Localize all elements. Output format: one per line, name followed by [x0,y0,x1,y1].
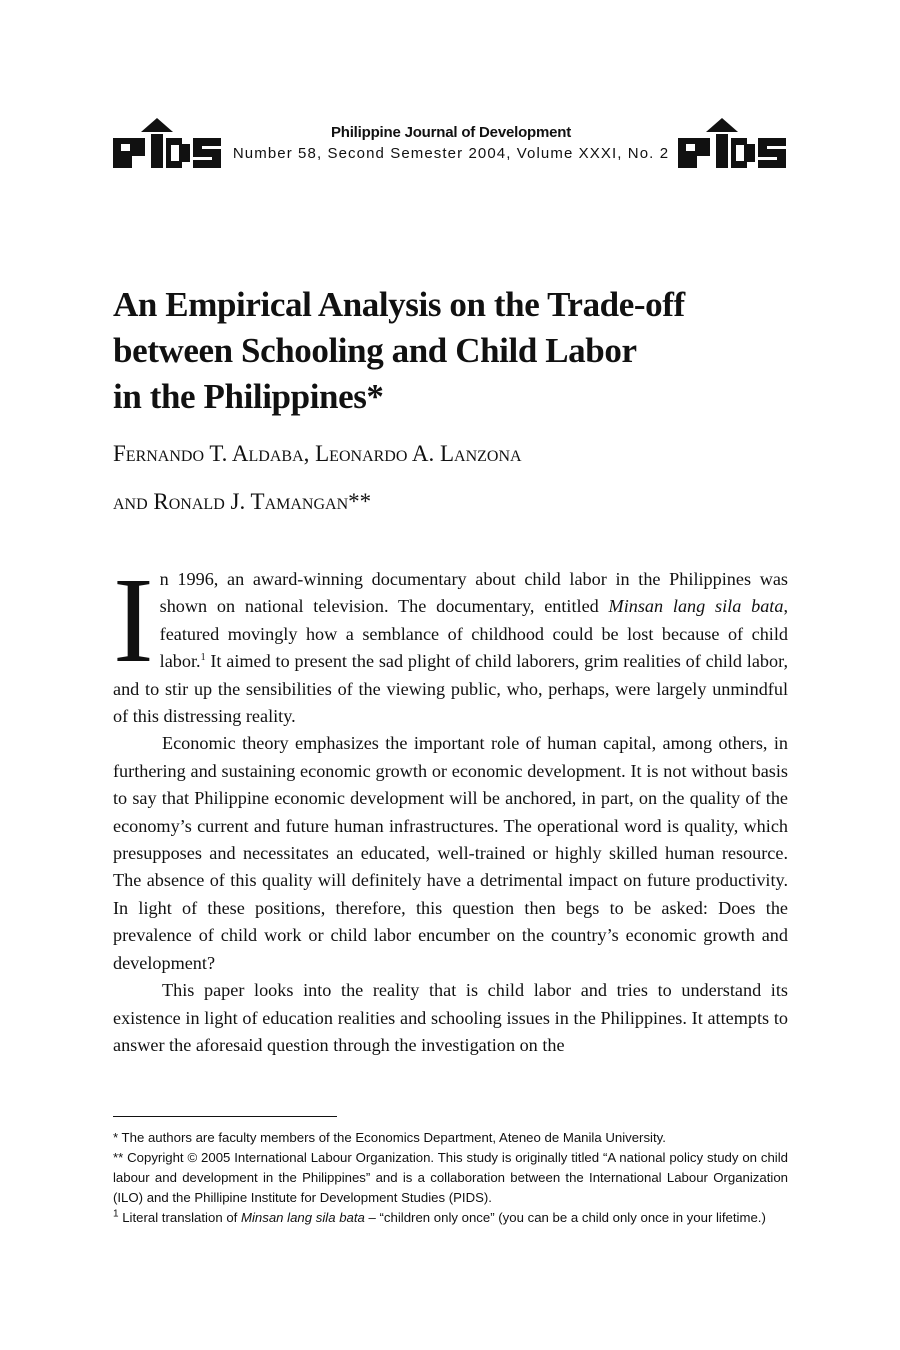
journal-issue: Number 58, Second Semester 2004, Volume XXXI, No. 2 [232,145,670,162]
drop-cap: I [113,553,154,688]
paragraph-3: This paper looks into the reality that is child labor and tries to understand its existence in light of education realities and schooling issues in the Philippines. It attempts to answer the aforesaid question through the investigation on the [113,980,788,1055]
pids-logo-right [678,118,788,170]
paragraph-1 [113,553,788,730]
journal-name: Philippine Journal of Development [330,124,572,141]
paragraph-1-text-c: , featured movingly how a semblance of childhood could be lost because of child labor. [159,596,788,672]
journal-header [113,118,788,172]
author-list [113,430,793,526]
journal-header-text [231,123,671,164]
footnote-authors: * The authors are faculty members of the Economics Department, Ateneo de Manila University. [113,1130,666,1145]
footnote-1-text-a: Literal translation of [118,1210,241,1225]
title-line-2: between Schooling and Child Labor [113,331,637,370]
body-text [113,553,788,1059]
paragraph-2: Economic theory emphasizes the important role of human capital, among others, in furthering and sustaining economic growth or economic development. It is not without basis to say that Philippine economic development will be anchored, in part, on the quality of the economy’s current and future human infrastructures. The operational word is quality, which presupposes and necessitates an educated, well-trained or highly skilled human resource. The absence of this quality will definitely have a detrimental impact on future productivity. In light of these positions, therefore, this question then begs to be asked: Does the prevalence of child work or child labor encumber on the country’s economic growth and development? [113,733,788,973]
paragraph-1-text-d: It aimed to present the sad plight of child laborers, grim realities of child labor, and to stir up the sensibilities of the viewing public, who, perhaps, were largely unmindful of this distressing reality. [113,651,788,727]
footnote-divider [113,1116,337,1117]
footnote-1-mark: 1 [113,1208,119,1220]
footnotes [113,1128,788,1228]
footnote-1 [113,1208,788,1228]
title-line-3: in the Philippines* [113,377,384,416]
title-line-1: An Empirical Analysis on the Trade-off [113,285,685,324]
footnote-copyright: ** Copyright © 2005 International Labour Organization. This study is originally titled “A national policy study on child labour and development in the Philippines” and is a collaboration between the International Labour Organization (ILO) and the Phillipine Institute for Development Studies (PIDS). [113,1150,788,1205]
footnote-ref-1[interactable]: 1 [200,652,206,664]
documentary-title: Minsan lang sila bata [608,596,784,617]
authors-line-1: Fernando T. Aldaba, Leonardo A. Lanzona [113,441,522,466]
footnote-1-italic: Minsan lang sila bata [240,1210,365,1225]
paragraph-1-text-a: n 1996, an award-winning documentary about child labor in the Philippines was shown on national television. The documentary, entitled [159,569,788,617]
pids-logo-left [113,118,223,170]
footnote-1-text-c: – “children only once” (you can be a child only once in your lifetime.) [364,1210,766,1225]
paper-title [113,282,793,420]
authors-line-2: and Ronald J. Tamangan** [113,489,372,514]
